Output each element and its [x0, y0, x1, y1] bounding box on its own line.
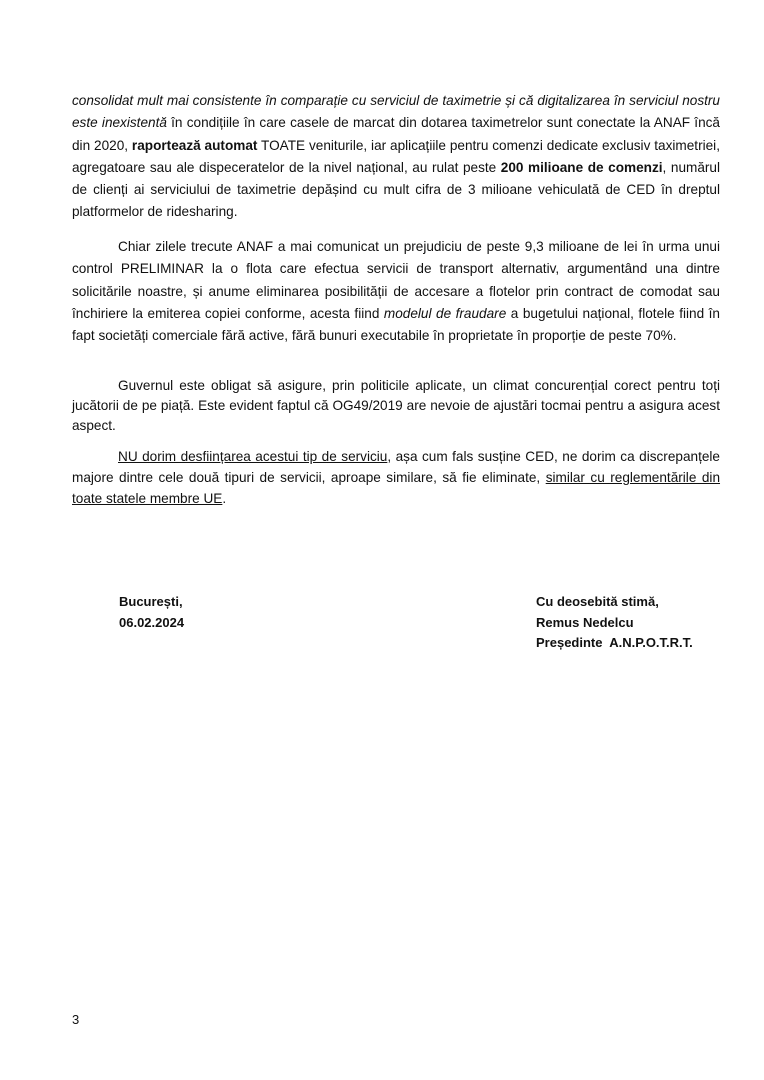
date: 06.02.2024 — [119, 614, 185, 630]
body-text: Chiar zilele trecute ANAF a mai comunicat un prejudiciu de peste 9,3 milioane de lei în urma unui control PRELIMINAR la o flota care efectua servicii de transport alternativ, argumentând una dintre solicitările noastre, și anume eliminarea posibilității de accesare a flotelor prin contract de comodat sau închiriere la emiterea copiei conforme, acesta fiind — [72, 239, 720, 321]
paragraph-digitalization — [72, 90, 720, 224]
bold-text: raportează automat — [131, 137, 258, 153]
closing: Cu deosebită stimă, — [536, 594, 659, 609]
body-text: Guvernul este obligat să asigure, prin politicile aplicate, un climat concurențial corect pentru toți jucătorii de pe piață. Este evident faptul că OG49/2019 are nevoie de ajustări tocmai pentru a asigura acest aspect. — [72, 378, 720, 433]
paragraph-government — [72, 376, 720, 436]
body-text: , așa cum fals susține CED, ne dorim ca discrepanțele majore dintre cele două tipuri de servicii, aproape similare, să fie eliminate, — [72, 449, 720, 485]
paragraph-anaf — [72, 236, 720, 347]
body-text: , numărul de clienți ai serviciului de taximetrie depășind cu mult cifra de 3 milioane vehiculată de CED în dreptul platformelor de ridesharing. — [72, 159, 720, 220]
body-text: . — [222, 491, 227, 506]
underlined-text: similar cu reglementările din toate statele membre UE — [72, 470, 721, 506]
body-text: în condițiile în care casele de marcat din dotarea taximetrelor sunt conectate la ANAF încă din 2020, — [72, 115, 720, 153]
signer-role: Președinte A.N.P.O.T.R.T. — [536, 635, 693, 650]
page-number: 3 — [72, 1012, 80, 1027]
bold-text: 200 milioane de comenzi — [500, 159, 663, 175]
signature-block — [536, 592, 693, 654]
underlined-text: NU dorim desființarea acestui tip de serviciu — [118, 449, 388, 464]
italic-text: modelul de fraudare — [383, 305, 507, 321]
body-text: a bugetului național, flotele fiind în fapt societăți comerciale fără active, fără bunuri executabile în proprietate în proporție de peste 70%. — [72, 305, 720, 344]
body-text: TOATE veniturile, iar aplicațiile pentru comenzi dedicate exclusiv taximetriei, agregatoare sau ale dispeceratelor de la nivel național, au rulat peste — [72, 137, 720, 175]
place: București, — [119, 594, 183, 609]
signer-name: Remus Nedelcu — [536, 614, 634, 630]
signature-place-date — [119, 592, 184, 633]
italic-text: consolidat mult mai consistente în comparație cu serviciul de taximetrie și că digitalizarea în serviciul nostru este inexistentă — [72, 93, 720, 131]
paragraph-request — [72, 446, 720, 509]
